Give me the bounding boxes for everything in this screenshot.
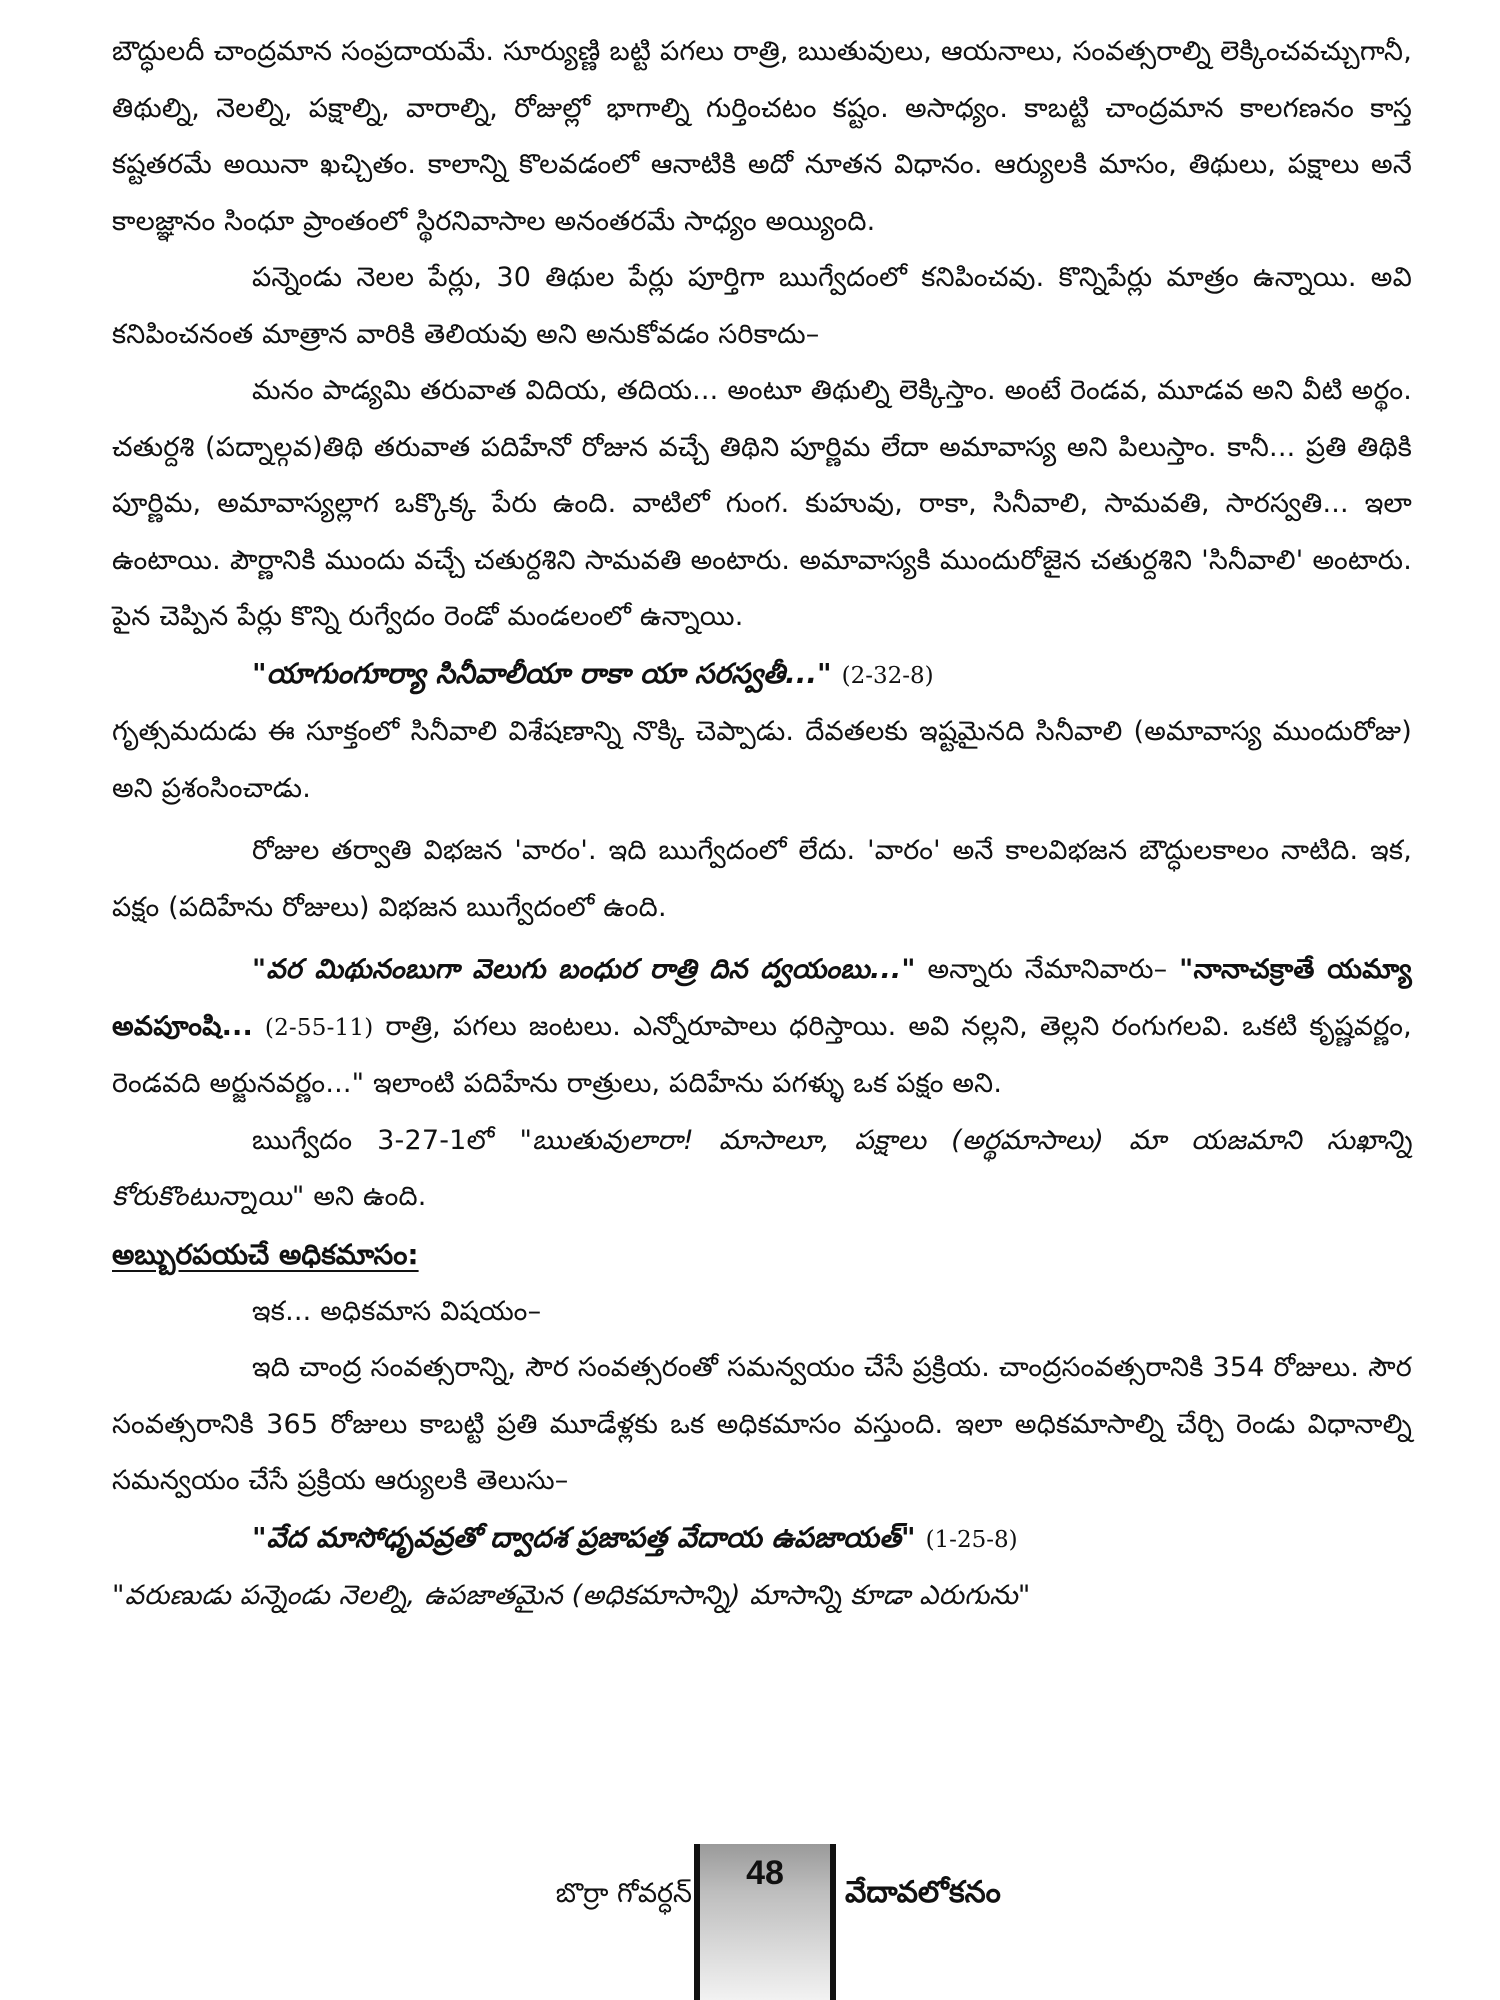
paragraph-5: రోజుల తర్వాతి విభజన 'వారం'. ఇది ఋగ్వేదంలో లేదు. 'వారం' అనే కాలవిభజన బౌద్ధులకాలం నాటిది. ఇక, పక్షం (పదిహేను రోజులు) విభజన ఋగ్వేదంలో ఉంది. bbox=[112, 835, 1412, 923]
paragraph-9: ఇది చాంద్ర సంవత్సరాన్ని, సౌర సంవత్సరంతో సమన్వయం చేసే ప్రక్రియ. చాంద్రసంవత్సరానికి 354 రోజులు. సౌర సంవత్సరానికి 365 రోజులు కాబట్టి ప్రతి మూడేళ్లకు ఒక అధికమాసం వస్తుంది. ఇలా అధికమాసాల్ని చేర్చి రెండు విధానాల్ని సమన్వయం చేసే ప్రక్రియ ఆర్యులకి తెలుసు– bbox=[112, 1352, 1412, 1496]
paragraph-2: పన్నెండు నెలల పేర్లు, 30 తిథుల పేర్లు పూర్తిగా ఋగ్వేదంలో కనిపించవు. కొన్నిపేర్లు మాత్రం ఉన్నాయి. అవి కనిపించనంత మాత్రాన వారికి తెలియవు అని అనుకోవడం సరికాదు– bbox=[112, 262, 1412, 350]
quote-1-ref: (2-32-8) bbox=[841, 662, 934, 689]
paragraph-6-quote2: "నానాచక్రాతే యమ్యా అవపూంషి... bbox=[112, 954, 1412, 1042]
footer-book-title: వేదావలోకనం bbox=[845, 1875, 1001, 1910]
quote-2-ref: (1-25-8) bbox=[925, 1526, 1018, 1553]
section-heading: అబ్బురపయచే అధికమాసం: bbox=[112, 1237, 419, 1271]
paragraph-10: "వరుణుడు పన్నెండు నెలల్ని, ఉపజాతమైన (అధికమాసాన్ని) మాసాన్ని కూడా ఎరుగును" bbox=[112, 1580, 1031, 1611]
paragraph-8: ఇక... అధికమాస విషయం– bbox=[252, 1295, 542, 1327]
paragraph-7-b: అని ఉంది. bbox=[313, 1181, 427, 1212]
paragraph-7-a: ఋగ్వేదం 3-27-1లో bbox=[252, 1124, 495, 1156]
quote-2-text: "వేద మాసోధృవవ్రతో ద్వాదశ ప్రజాపత్త వేదాయ ఉపజాయత్" bbox=[252, 1520, 916, 1554]
page-footer bbox=[0, 1844, 1500, 2000]
paragraph-7 bbox=[112, 1113, 1412, 1226]
quote-1-text: "యాగుంగూర్యా సినీవాలీయా రాకా యా సరస్వతీ..." bbox=[252, 656, 832, 690]
paragraph-6-b: రాత్రి, పగలు జంటలు. ఎన్నోరూపాలు ధరిస్తాయి. అవి నల్లని, తెల్లని రంగుగలవి. ఒకటి కృష్ణవర్ణం, రెండవది అర్జునవర్ణం..." ఇలాంటి పదిహేను రాత్రులు, పదిహేను పగళ్ళు ఒక పక్షం అని. bbox=[112, 1010, 1412, 1099]
page-body bbox=[112, 24, 1412, 1625]
quote-1 bbox=[112, 646, 1412, 705]
page-number: 48 bbox=[746, 1854, 784, 1892]
paragraph-6-a: అన్నారు నేమానివారు– bbox=[927, 954, 1168, 985]
paragraph-6-quote: "వర మిథునంబుగా వెలుగు బంధుర రాత్రి దిన ద్వయంబు..." bbox=[252, 954, 916, 985]
paragraph-7-quote: "ఋతువులారా! మాసాలూ, పక్షాలు (అర్థమాసాలు) మా యజమాని సుఖాన్ని కోరుకొంటున్నాయి" bbox=[112, 1124, 1413, 1212]
paragraph-1: బౌద్ధులదీ చాంద్రమాన సంప్రదాయమే. సూర్యుణ్ణి బట్టి పగలు రాత్రి, ఋతువులు, ఆయనాలు, సంవత్సరాల్ని లెక్కించవచ్చుగానీ, తిథుల్ని, నెలల్ని, పక్షాల్ని, వారాల్ని, రోజుల్లో భాగాల్ని గుర్తించటం కష్టం. అసాధ్యం. కాబట్టి చాంద్రమాన కాలగణనం కాస్త కష్టతరమే అయినా ఖచ్చితం. కాలాన్ని కొలవడంలో ఆనాటికి అదో నూతన విధానం. ఆర్యులకి మాసం, తిథులు, పక్షాలు అనే కాలజ్ఞానం సింధూ ప్రాంతంలో స్థిరనివాసాల అనంతరమే సాధ్యం అయ్యింది. bbox=[112, 36, 1412, 237]
footer-author: బొర్రా గోవర్ధన్ bbox=[555, 1878, 692, 1909]
paragraph-6-ref: (2-55-11) bbox=[264, 1014, 374, 1041]
quote-2 bbox=[112, 1510, 1412, 1569]
paragraph-3: మనం పాడ్యమి తరువాత విదియ, తదియ... అంటూ తిథుల్ని లెక్కిస్తాం. అంటే రెండవ, మూడవ అని వీటి అర్థం. చతుర్దశి (పద్నాల్గవ)తిథి తరువాత పదిహేనో రోజున వచ్చే తిథిని పూర్ణిమ లేదా అమావాస్య అని పిలుస్తాం. కానీ... ప్రతి తిథికి పూర్ణిమ, అమావాస్యల్లాగ ఒక్కొక్క పేరు ఉంది. వాటిలో గుంగ. కుహువు, రాకా, సినీవాలి, సామవతి, సారస్వతి... ఇలా ఉంటాయి. పౌర్ణానికి ముందు వచ్చే చతుర్దశిని సామవతి అంటారు. అమావాస్యకి ముందురోజైన చతుర్దశిని 'సినీవాలి' అంటారు. పైన చెప్పిన పేర్లు కొన్ని రుగ్వేదం రెండో మండలంలో ఉన్నాయి. bbox=[112, 375, 1412, 632]
paragraph-6 bbox=[112, 942, 1412, 1113]
page-number-box bbox=[694, 1844, 836, 2000]
paragraph-4: గృత్సమదుడు ఈ సూక్తంలో సినీవాలి విశేషణాన్ని నొక్కి చెప్పాడు. దేవతలకు ఇష్టమైనది సినీవాలి (అమావాస్య ముందురోజు) అని ప్రశంసించాడు. bbox=[112, 716, 1412, 804]
